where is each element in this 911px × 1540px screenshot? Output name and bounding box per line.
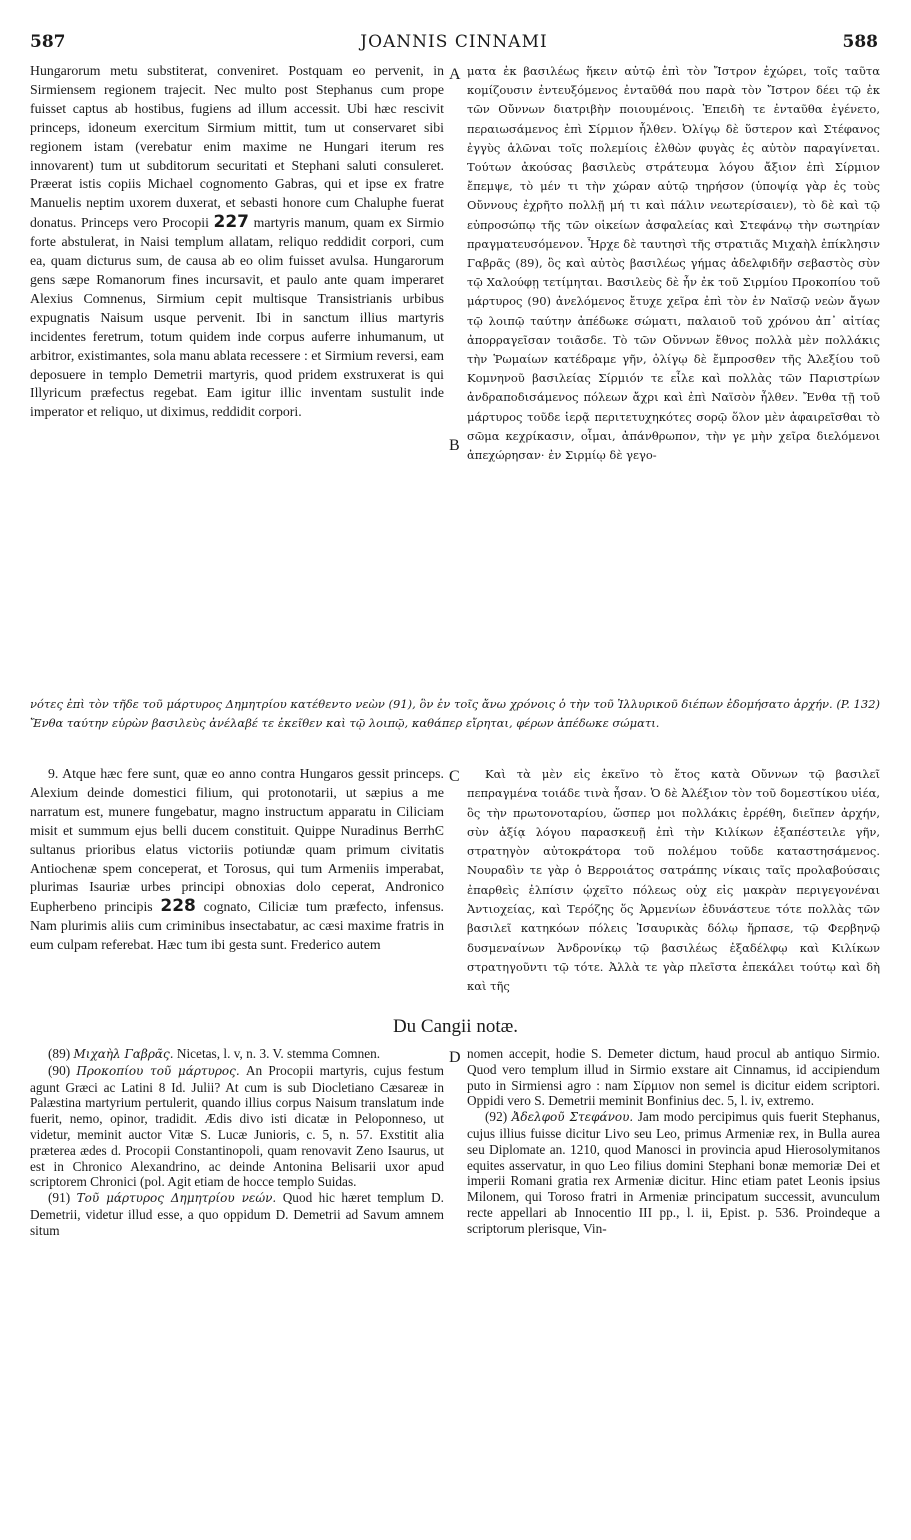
- note-91-text: Quod hic hæret templum D. Demetrii, videtur illud esse, a quo oppidum D. Demetrii ad Savum amnem situm: [30, 1190, 445, 1238]
- latin-paragraph-9: [30, 765, 444, 955]
- page-header: [30, 32, 878, 56]
- latin-column-middle: [30, 765, 444, 955]
- page-number-left: 587: [30, 32, 66, 52]
- note-92-text: Jam modo percipimus quis fuerit Stephanus, cujus illius fuisse dicitur Livo seu Leo, primus Armeniæ rex, in Bulla aurea seu Diplomate an. 1210, quod Manosci in provincia apud Hierosolymitanos equites asservatur, in quo Leo filius domini Stephani bonæ memoriæ Dei et imperii Romani gratia rex Armeniæ dicitur. Hinc etiam patet Leonis ipsius Milonem, qui Toroso fratri in Armeniæ principatum successit, avunculum recte appellari ab Innocentio III pp., l. ii, Epist. p. 536. Proindeque a scriptorum plerisque, Vin-: [467, 1109, 881, 1236]
- note-90: [30, 1063, 444, 1190]
- section-marker-a: A: [449, 66, 461, 83]
- latin-text-top-1: Hungarorum metu substiterat, conveniret. Postquam eo pervenit, in Sirmiensem regionem trajecit. Nec multo post Stephanus cum prope fuisset captus ab hostibus, fugiens ad illum accessit. Ubi hæc rescivit princeps, idoneum exercitum Sirmium mittit, tum ut conservaret sibi regionem istam (verebatur enim maxime ne Hungari iterum res innovarent) tum ut subditorum securitati et Stephani saluti consuleret. Præerat istis copiis Michael cognomento Gabras, qui et ipse ex fratre Manuelis neptim uxorem duxerat, et sebasti honore cum Chaluphe fuerat donatus. Princeps vero Procopii: [30, 63, 444, 231]
- latin-column-top: [30, 62, 444, 422]
- greek-column-top: [467, 62, 880, 465]
- note-92: [467, 1109, 880, 1236]
- note-89-greek: Μιχαὴλ Γαβρᾶς.: [73, 1047, 174, 1061]
- section-marker-d: D: [449, 1049, 461, 1066]
- note-92-greek: Ἀδελφοῦ Στεφάνου.: [511, 1110, 634, 1125]
- greek-paragraph-middle: Καὶ τὰ μὲν εἰς ἐκεῖνο τὸ ἔτος κατὰ Οὔννων τῷ βασιλεῖ πεπραγμένα τοιάδε τινὰ ἦσαν. Ὁ δὲ Ἀλέξιον τὸν τοῦ δομεστίκου υἱέα, ὃς τὴν πρωτονοταρίου, ὥσπερ μοι πολλάκις ἐρρέθη, διεῖπεν ἀρχήν, σὺν ἀξίᾳ λόγου παρασκευῇ ἐπὶ τὴν Κιλίκων ἐξαπέστειλε γῆν, στρατηγὸν αὐτοκράτορα τοῦ πολέμου τοῦδε καταστησάμενος. Νουραδὶν τε γὰρ ὁ Βερροιάτος σατράπης νίκαις ταῖς προλαβούσαις ἐπαρθεὶς ἐλπίσιν ᾠχεῖτο πόλεως οὐχ εἰς μακρὰν περιγεγονέναι Ἀντιοχείας, καὶ Τερόζης ὅς Ἀρμενίων ἐδυνάστευε τότε πολλὰς τῶν βασιλεῖ κατηκόων πόλεις Ἰσαυρικὰς δόλῳ ἥρπασε, τῷ Φερβηνῷ δυσμεναίνων Ἀνδρονίκῳ τῷ βασιλέως ἐξαδέλφῳ καὶ Κιλίκων στρατηγοῦντι τῷ τότε. Ἀλλὰ τε γὰρ πλεῖστα ἐπεκάλει τούτῳ καὶ δὴ καὶ τῆς: [467, 767, 880, 994]
- latin-text-top-2: martyris manum, quam ex Sirmio forte abstulerat, in Naisi templum allatam, reliquo reddidit corpori, cum ea, quam dicturus sum, de causa ab eo olim fuisset avulsa. Hungarorum gens sæpe Romanorum fines incursavit, et paulo ante quam imperaret Alexius Comnenus, Sirmium cepit multisque Transistrianis urbibus expugnatis Naisum usque pervenit. Ibi in sanctum illius martyris incidentes feretrum, totum quidem inde corpus auferre inhumanum, ut arbitror, existimantes, sola manu ablata recessere : et Sirmium reversi, eam deposuere in templo Demetrii martyris, quod pridem exstruxerat is qui Illyricum præfectus regebat. Eam igitur illic inventam sustulit inde imperator et reliquo, ut diximus, reddidit corpori.: [30, 215, 445, 420]
- note-91-greek: Τοῦ μάρτυρος Δημητρίου νεών.: [76, 1191, 277, 1206]
- greek-full-paragraph: νότες ἐπὶ τὸν τῆδε τοῦ μάρτυρος Δημητρίου κατέθεντο νεὼν (91), ὃν ἐν τοῖς ἄνω χρόνοις ὁ τὴν τοῦ Ἰλλυρικοῦ διέπων ἐδομήσατο ἀρχήν. (P. 132) Ἔνθα ταύτην εὑρὼν βασιλεὺς ἀνέλαβέ τε ἐκεῖθεν καὶ τῷ λοιπῷ, καθάπερ εἴρηται, φέρων ἀπέδωκε σώματι.: [30, 697, 880, 730]
- marginal-page-number-227: 227: [213, 212, 250, 233]
- note-90-text: An Procopii martyris, cujus festum agunt Græci ac Latini 8 Id. Julii? At cum is sub Diocletiano Cæsareæ in Palæstina martyrium pertulerit, quando illius corpus Naisum translatum inde fuerit, nemo, opinor, tradidit. Ædis divo isti dicatæ in Peloponneso, ut videtur, meminit auctor Vitæ S. Lucæ Junioris, c. 5, n. 57. Exstitit alia præterea ædes d. Procopii Constantinopoli, quam renovavit Zeno Isaurus, ut est in Chronico Alexandrino, ac deinde Antonina Belisarii uxor apud scriptorem Chronici (pol. Agit etiam de hocce templo Suidas.: [30, 1062, 444, 1190]
- note-89-text: Nicetas, l. v, n. 3. V. stemma Comnen.: [176, 1046, 381, 1061]
- greek-full-width: [30, 695, 880, 733]
- latin-text-mid-2: cognato, Ciliciæ tum præfecto, infensus. Nam plurimis aliis cum criminibus insectabatur, ac cæsi maxime fratris in eum culpam referebat. Hæc tum ibi gesta sunt. Frederico autem: [30, 899, 445, 953]
- notes-column-left: [30, 1046, 444, 1239]
- note-89-label: (89): [48, 1046, 71, 1061]
- latin-text-mid-1: 9. Atque hæc fere sunt, quæ eo anno contra Hungaros gessit princeps. Alexium deinde domestici filium, qui protonotarii, ut sæpius a me narratum est, munere fungebatur, magno instructum apparatu in Ciliciam misit et summum ejus belli ducem constituit. Quippe Nuradinus BerrhϾ sultanus prioribus elatus victoriis potiundæ quam primum civitatis Antiochenæ spem conceperat, et Torosus, qui tum Armeniis imperabat, plurimas Isauriæ urbes principi obnoxias dolo ceperat, Andronico Eupherbeno principis: [30, 766, 444, 915]
- greek-paragraph-top: ματα ἐκ βασιλέως ἥκειν αὐτῷ ἐπὶ τὸν Ἴστρον ἐχώρει, τοῖς ταῦτα κομίζουσιν ἐντευξόμενος ἐνταῦθά που παρὰ τὸν Ἴστρον δέει τῷ ἐκ τῶν Οὔννων διατριβὴν ποιουμένοις. Ἐπειδὴ τε ἐνταῦθα ἐγένετο, περαιωσάμενος ἐπὶ Σίρμιον ἦλθεν. Ὀλίγῳ δὲ ὕστερον καὶ Στέφανος ἐγγὺς ἁλῶναι τοῖς πολεμίοις ἐλθὼν φυγὰς ἐς αὐτὸν παραγίνεται. Τούτων ἀκούσας βασιλεὺς στράτευμα λόγου ἄξιον ἐπὶ Σίρμιον ἔπεμψε, τὸ μέν τι τὴν χώραν αὐτῷ τηρήσον (ὑποψίᾳ γὰρ ἐς τοὺς Οὔννους ἐχρῆτο πολλῇ μή τι καὶ πάλιν νεωτερίσαιεν), τὸ δὲ καὶ τῷ εὐπροσώπῳ τῆς τῶν οἰκείων ἀσφαλείας καὶ Στεφάνῳ τὴν σωτηρίαν πραγματευσόμενον. Ἦρχε δὲ ταυτησὶ τῆς στρατιᾶς Μιχαὴλ ἐπίκλησιν Γαβρᾶς (89), ὃς καὶ αὐτὸς βασιλέως γήμας ἀδελφιδῆν σεβαστὸς σὺν τῷ Χαλούφῃ τετίμηται. Βασιλεὺς δὲ ἦν ἐκ τοῦ Σιρμίου Προκοπίου τοῦ μάρτυρος (90) ἀνελόμενος ἔτυχε χεῖρα ἐπὶ τὸν ἐν Ναϊσῷ νεὼν ἄγων τῷ λοιπῷ ταύτην ἀπέδωκε σώματι, παλαιοῦ τοῦ χρόνου ἀπ᾽ αἰτίας ἀπορραγεῖσαν τοιᾶσδε. Τὸ τῶν Οὔννων ἔθνος πολλὰ μὲν πολλάκις τὴν Ῥωμαίων κατέδραμε γῆν, ὀλίγῳ δὲ ἔμπροσθεν τῆς Ἀλεξίου τοῦ Κομνηνοῦ βασιλείας Σίρμιόν τε εἷλε καὶ πολλὰς τῶν Παριστρίων ἀνδραποδισάμενος πόλεων ἄχρι καὶ ἐπὶ Ναϊσὸν ἦλθεν. Ἔνθα τῇ τοῦ μάρτυρος τοῦδε ἱερᾷ περιτετυχηκότες σορῷ ὅλον μὲν ἀφαιρεῖσθαι τὸ σῶμα κεχρίκασιν, οἶμαι, ἀπάνθρωπον, τὴν γε μὴν χεῖρα διελόμενοι ἀπεχώρησαν· ἐν Σιρμίῳ δὲ γεγο-: [467, 64, 880, 463]
- notes-column-right: [467, 1046, 880, 1237]
- note-89: [30, 1046, 444, 1063]
- note-92-label: (92): [485, 1109, 508, 1125]
- note-90-label: (90): [48, 1062, 71, 1078]
- notes-title: Du Cangii notæ.: [392, 1016, 519, 1037]
- note-91: [30, 1190, 444, 1238]
- latin-paragraph-top: [30, 62, 444, 422]
- note-90-greek: Προκοπίου τοῦ μάρτυρος.: [76, 1063, 240, 1078]
- section-marker-b: B: [449, 437, 460, 454]
- page-number-right: 588: [842, 32, 878, 52]
- note-91-continuation: nomen accepit, hodie S. Demeter dictum, haud procul ab antiquo Sirmio. Quod vero templum illud in Sirmio exstare ait Cinnamus, id accipiendum puto in Sirmiensi agro : nam Σίρμιον non semel is dicitur eidem scriptori. Oppidi vero S. Demetrii meminit Bonfinius dec. 5, l. iv, extremo.: [467, 1046, 880, 1109]
- note-91-label: (91): [48, 1190, 71, 1206]
- marginal-page-number-228: 228: [160, 896, 196, 917]
- greek-column-middle: [467, 765, 880, 997]
- running-title: JOANNIS CINNAMI: [360, 32, 548, 52]
- section-marker-c: C: [449, 768, 460, 785]
